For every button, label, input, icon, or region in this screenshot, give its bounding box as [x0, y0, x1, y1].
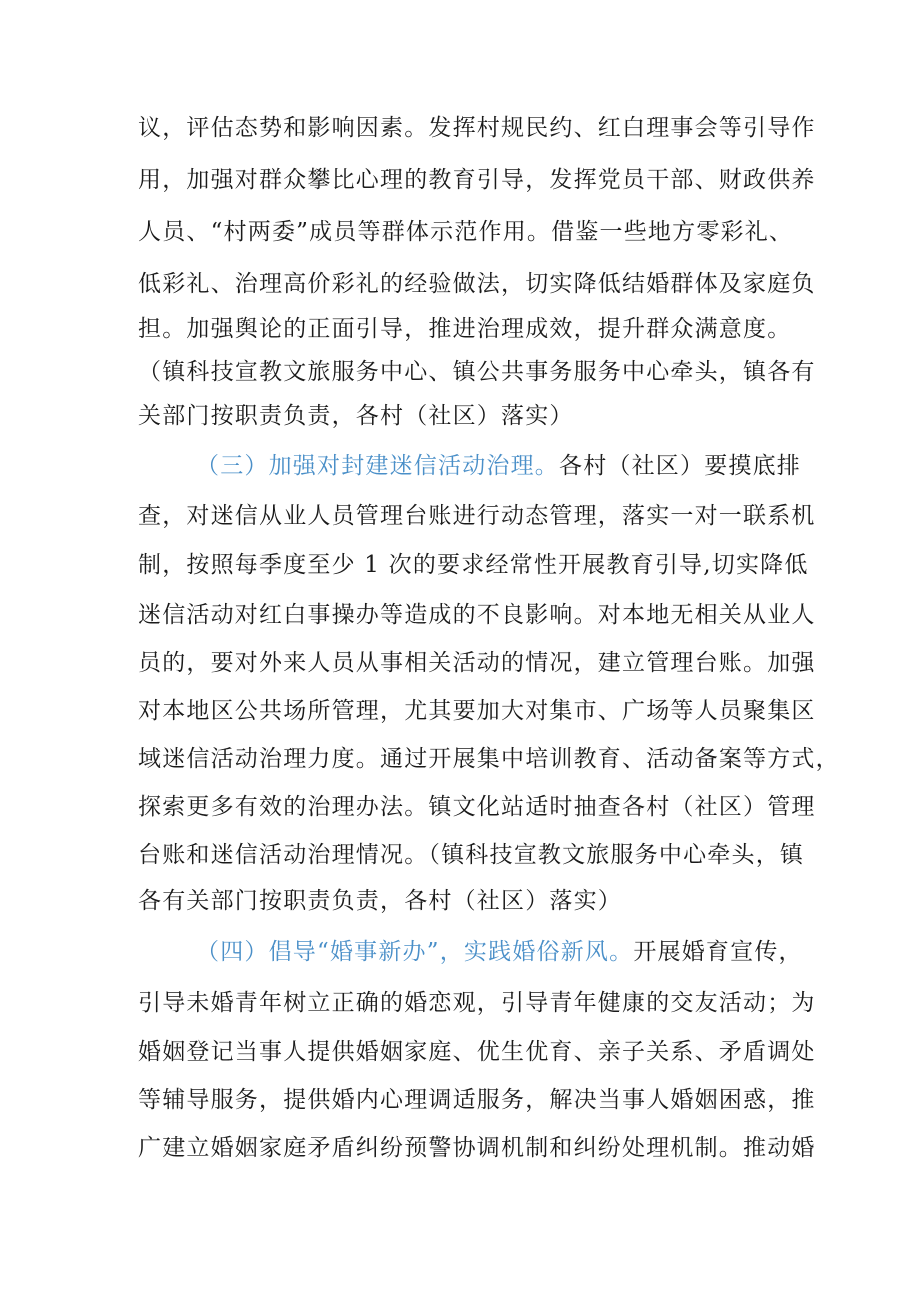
text-line: 婚姻登记当事人提供婚姻家庭、优生优育、亲子关系、矛盾调处 [138, 1039, 816, 1065]
text-line: 迷信活动对红白事操办等造成的不良影响。对本地无相关从业人 [138, 602, 816, 628]
section-4-first-line [196, 932, 803, 972]
section-4-first-rest: 开展婚育宣传， [633, 939, 803, 965]
text-line: 议，评估态势和影响因素。发挥村规民约、红白理事会等引导作 [138, 115, 816, 141]
text-line: 对本地区公共场所管理，尤其要加大对集市、广场等人员聚集区 [138, 698, 816, 724]
text-line: 等辅导服务，提供婚内心理调适服务，解决当事人婚姻困惑，推 [138, 1087, 816, 1113]
text-line: 担。加强舆论的正面引导，推进治理成效，提升群众满意度。 [138, 316, 792, 342]
text-line: 引导未婚青年树立正确的婚恋观，引导青年健康的交友活动；为 [138, 990, 816, 1016]
text-line: 探索更多有效的治理办法。镇文化站适时抽查各村（社区）管理 [138, 794, 816, 820]
text-line: 人员、“村两委”成员等群体示范作用。借鉴一些地方零彩礼、 [138, 219, 794, 245]
section-3-first-line [196, 446, 801, 486]
text-line: 关部门按职责负责，各村（社区）落实） [138, 403, 574, 429]
text-line: 广建立婚姻家庭矛盾纠纷预警协调机制和纠纷处理机制。推动婚 [138, 1135, 816, 1161]
text-line: 员的，要对外来人员从事相关活动的情况，建立管理台账。加强 [138, 650, 816, 676]
text-line: 查，对迷信从业人员管理台账进行动态管理，落实一对一联系机 [138, 503, 816, 529]
text-line: 各有关部门按职责负责，各村（社区）落实） [138, 888, 622, 914]
text-line: 低彩礼、治理高价彩礼的经验做法，切实降低结婚群体及家庭负 [138, 271, 816, 297]
section-3-first-rest: 各村（社区）要摸底排 [559, 453, 801, 479]
text-line: 用，加强对群众攀比心理的教育引导，发挥党员干部、财政供养 [138, 167, 816, 193]
text-line: 域迷信活动治理力度。通过开展集中培训教育、活动备案等方式， [138, 746, 840, 772]
section-4-heading: （四）倡导“婚事新办”，实践婚俗新风。 [196, 939, 634, 965]
text-line: 制，按照每季度至少 1 次的要求经常性开展教育引导,切实降低 [138, 552, 809, 578]
text-line: 台账和迷信活动治理情况。（镇科技宣教文旅服务中心牵头，镇 [138, 842, 805, 868]
text-line: （镇科技宣教文旅服务中心、镇公共事务服务中心牵头，镇各有 [138, 359, 816, 385]
section-3-heading: （三）加强对封建迷信活动治理。 [196, 453, 559, 479]
